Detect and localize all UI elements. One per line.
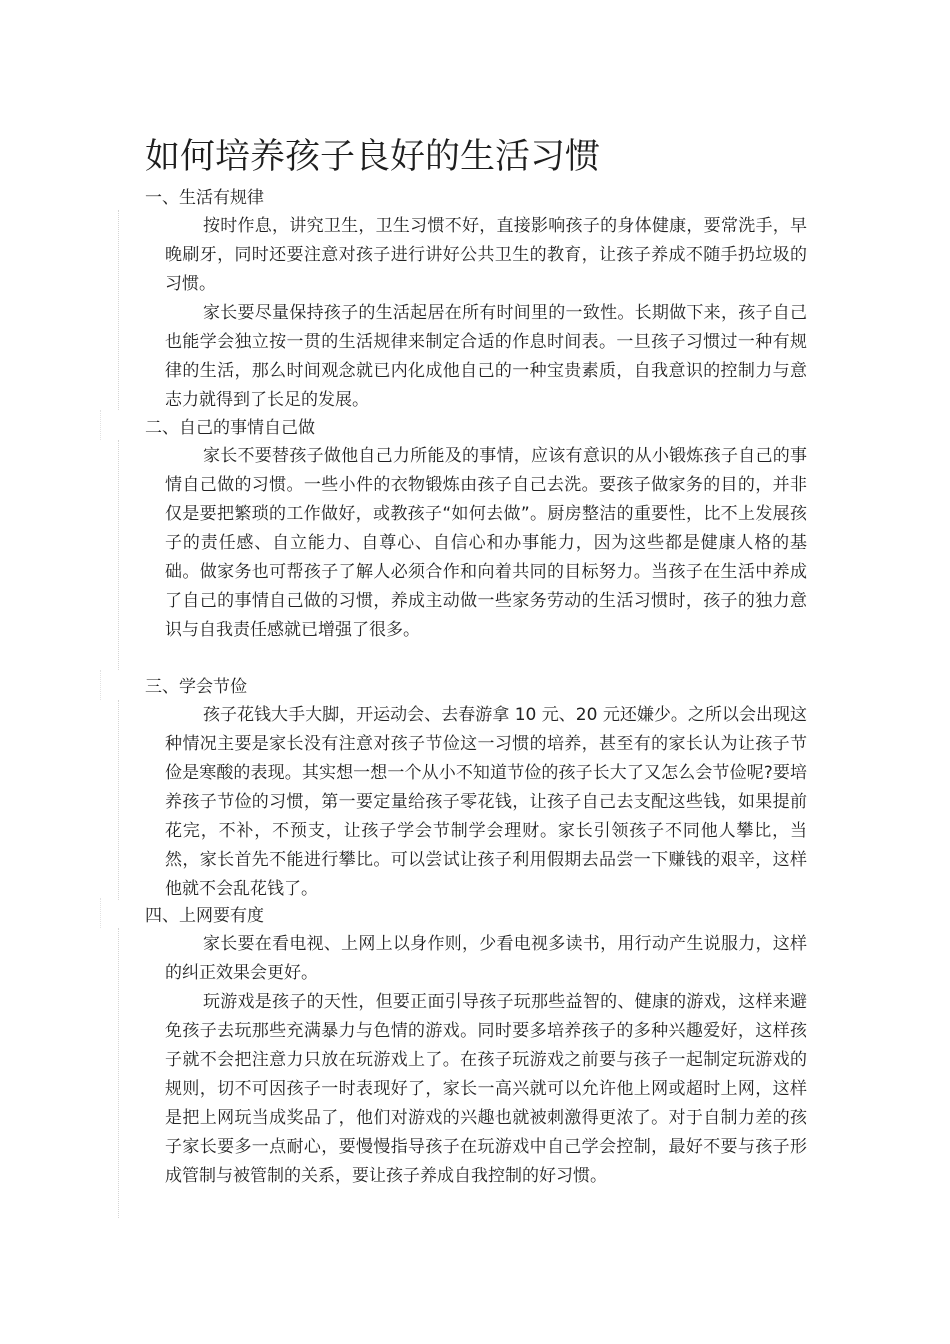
section-internet-moderation <box>145 904 815 1191</box>
paragraph: 按时作息，讲究卫生，卫生习惯不好，直接影响孩子的身体健康，要常洗手，早晚刷牙，同时还要注意对孩子进行讲好公共卫生的教育，让孩子养成不随手扔垃圾的习惯。 <box>165 216 807 294</box>
page-title: 如何培养孩子良好的生活习惯 <box>145 137 601 177</box>
paragraph: 家长要尽量保持孩子的生活起居在所有时间里的一致性。长期做下来，孩子自己也能学会独立按一贯的生活规律来制定合适的作息时间表。一旦孩子习惯过一种有规律的生活，那么时间观念就已内化成他自己的一种宝贵素质，自我意识的控制力与意志力就得到了长足的发展。 <box>165 303 807 410</box>
margin-guide <box>100 670 101 700</box>
section-heading: 四、上网要有度 <box>145 906 264 926</box>
margin-guide <box>118 700 119 900</box>
section-heading: 三、学会节俭 <box>145 677 247 697</box>
margin-guide <box>118 210 119 410</box>
paragraph: 孩子花钱大手大脚，开运动会、去春游拿 10 元、20 元还嫌少。之所以会出现这种情况主要是家长没有注意对孩子节俭这一习惯的培养，甚至有的家长认为让孩子节俭是寒酸的表现。其实想一想一个从小不知道节俭的孩子长大了又怎么会节俭呢?要培养孩子节俭的习惯，第一要定量给孩子零花钱，让孩子自己去支配这些钱，如果提前花完，不补，不预支，让孩子学会节制学会理财。家长引领孩子不同他人攀比，当然，家长首先不能进行攀比。可以尝试让孩子利用假期去品尝一下赚钱的艰辛，这样他就不会乱花钱了。 <box>165 705 807 899</box>
section-daily-routine <box>145 186 815 415</box>
paragraph: 玩游戏是孩子的天性，但要正面引导孩子玩那些益智的、健康的游戏，这样来避免孩子去玩那些充满暴力与色情的游戏。同时要多培养孩子的多种兴趣爱好，这样孩子就不会把注意力只放在玩游戏上了。在孩子玩游戏之前要与孩子一起制定玩游戏的规则，切不可因孩子一时表现好了，家长一高兴就可以允许他上网或超时上网，这样是把上网玩当成奖品了，他们对游戏的兴趣也就被刺激得更浓了。对于自制力差的孩子家长要多一点耐心，要慢慢指导孩子在玩游戏中自己学会控制，最好不要与孩子形成管制与被管制的关系，要让孩子养成自我控制的好习惯。 <box>165 992 807 1186</box>
section-thrift <box>145 675 815 904</box>
margin-guide <box>118 928 119 1218</box>
paragraph: 家长要在看电视、上网上以身作则，少看电视多读书，用行动产生说服力，这样的纠正效果会更好。 <box>165 934 807 983</box>
margin-guide <box>100 410 101 440</box>
paragraph: 家长不要替孩子做他自己力所能及的事情，应该有意识的从小锻炼孩子自己的事情自己做的习惯。一些小件的衣物锻炼由孩子自己去洗。要孩子做家务的目的，并非仅是要把繁琐的工作做好，或教孩子“如何去做”。厨房整洁的重要性，比不上发展孩子的责任感、自立能力、自尊心、自信心和办事能力，因为这些都是健康人格的基础。做家务也可帮孩子了解人必须合作和向着共同的目标努力。当孩子在生活中养成了自己的事情自己做的习惯，养成主动做一些家务劳动的生活习惯时，孩子的独力意识与自我责任感就已增强了很多。 <box>165 446 807 640</box>
section-self-reliance <box>145 416 815 645</box>
margin-guide <box>100 898 101 928</box>
section-heading: 二、自己的事情自己做 <box>145 418 315 438</box>
margin-guide <box>118 440 119 670</box>
section-heading: 一、生活有规律 <box>145 188 264 208</box>
